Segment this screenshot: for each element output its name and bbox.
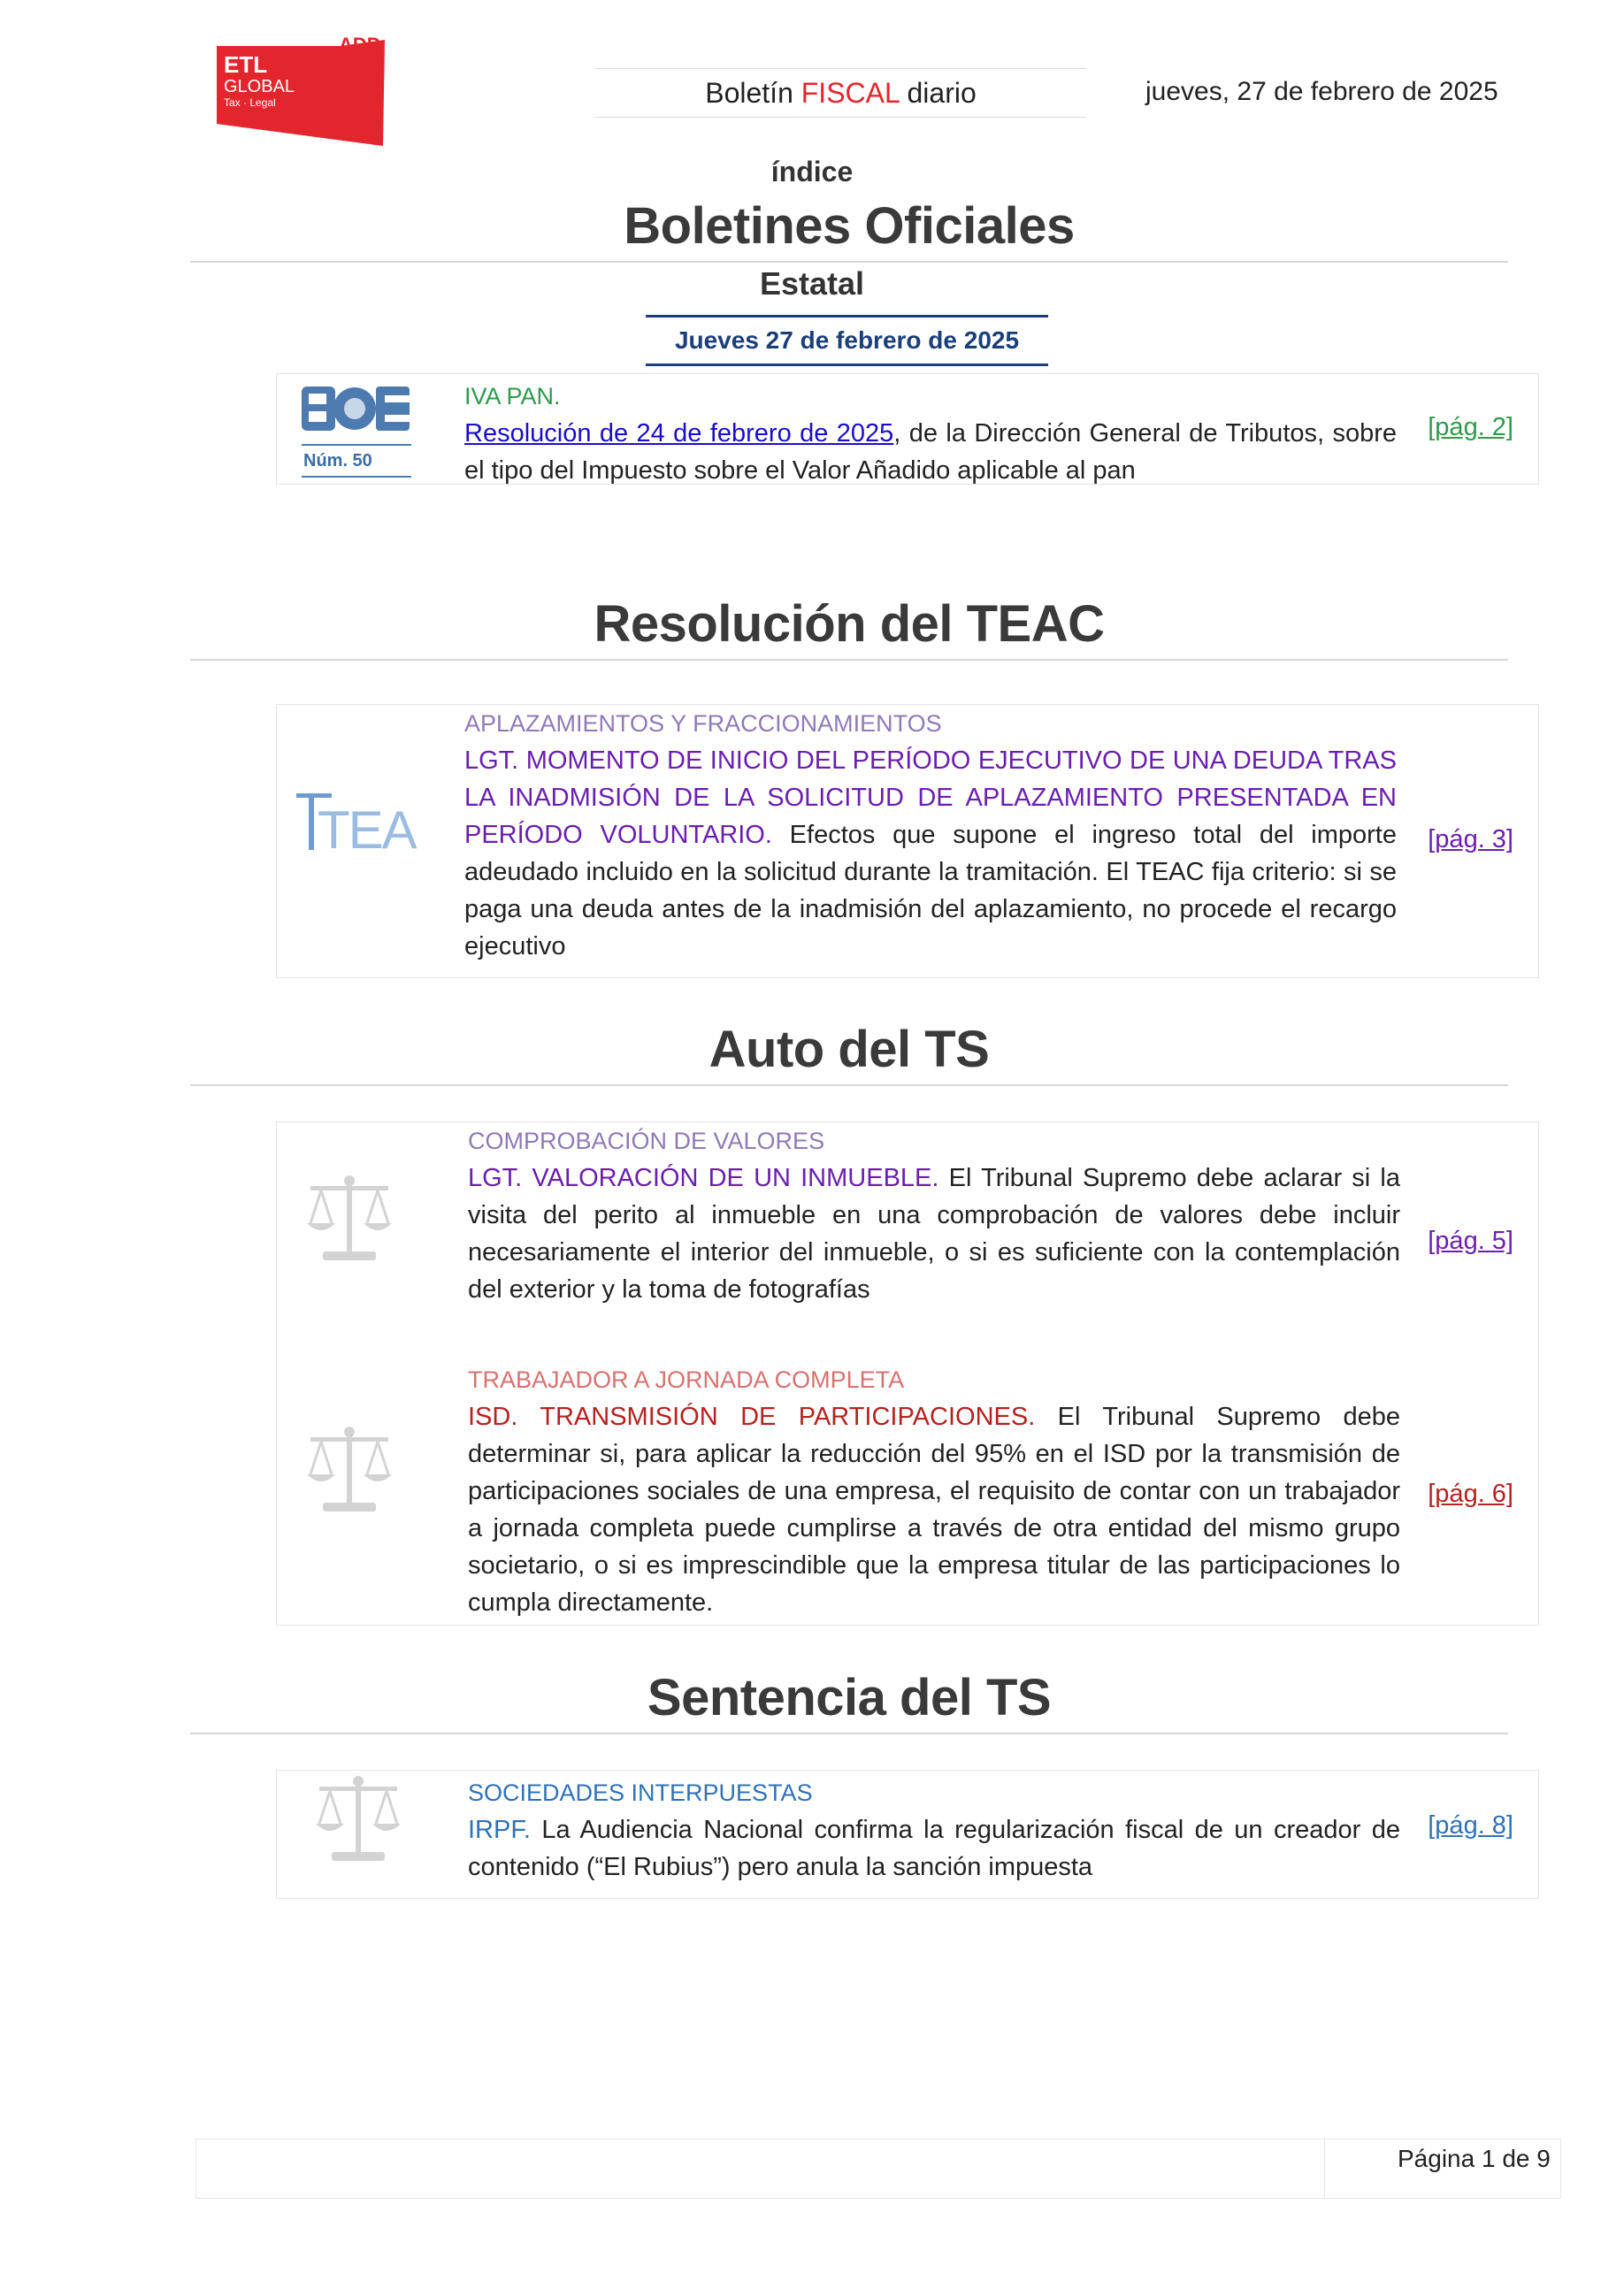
header-date: jueves, 27 de febrero de 2025 <box>1145 77 1498 106</box>
sentencia-ts-text: La Audiencia Nacional confirma la regularización fiscal de un creador de contenido (“El Rubius”) pero anula la sanción impuesta <box>468 1816 1400 1881</box>
estatal-subtitle: Estatal <box>759 265 865 302</box>
teac-entry-box <box>276 704 1539 978</box>
section-title-auto-ts: Auto del TS <box>190 1020 1508 1086</box>
svg-text:ETL: ETL <box>224 51 268 78</box>
sentencia-ts-entry <box>468 1774 1400 1886</box>
section-title-sentencia-ts: Sentencia del TS <box>190 1668 1508 1734</box>
scales-of-justice-icon <box>303 1425 395 1517</box>
auto-ts-entry-box <box>276 1121 1539 1626</box>
svg-text:Tax · Legal: Tax · Legal <box>224 96 276 109</box>
sentencia-ts-page-link[interactable]: [pág. 8] <box>1428 1811 1513 1840</box>
index-label: índice <box>770 156 854 188</box>
teac-headline: LGT. MOMENTO DE INICIO DEL PERÍODO EJECUTIVO DE UNA DEUDA TRAS LA INADMISIÓN DE LA SOLICITUD DE APLAZAMIENTO PRESENTADA EN PERÍODO VOLUNTARIO. <box>464 746 1397 849</box>
sentencia-ts-headline: IRPF. <box>468 1816 531 1844</box>
teac-page-link[interactable]: [pág. 3] <box>1428 825 1513 853</box>
svg-text:TEA: TEA <box>318 800 416 860</box>
title-highlight: FISCAL <box>801 77 900 109</box>
boe-icon <box>300 379 413 477</box>
auto-ts-tag-isd: TRABAJADOR A JORNADA COMPLETA <box>468 1366 905 1393</box>
teac-entry-text: Efectos que supone el ingreso total del importe adeudado incluido en la solicitud durante la tramitación. El TEAC fija criterio: si se paga una deuda antes de la inadmisión del aplazamiento, no procede el recargo ejecutivo <box>464 821 1397 960</box>
boe-tag: IVA PAN. <box>464 383 561 409</box>
title-suffix: diario <box>899 77 977 109</box>
svg-text:ADD: ADD <box>339 34 381 56</box>
etl-global-logo <box>217 35 385 146</box>
auto-ts-text-isd: El Tribunal Supremo debe determinar si, para aplicar la reducción del 95% en el ISD por la transmisión de participaciones sociales de una empresa, el requisito de contar con un trabajador a jornada completa puede cumplirse a través de otra entidad del mismo grupo societario, o si es imprescindible que la empresa titular de las participaciones lo cumpla directamente. <box>468 1403 1401 1617</box>
boe-entry <box>464 378 1397 489</box>
teac-tag: APLAZAMIENTOS Y FRACCIONAMIENTOS <box>464 710 942 737</box>
svg-text:GLOBAL: GLOBAL <box>224 77 295 96</box>
auto-ts-headline-valoracion: LGT. VALORACIÓN DE UN INMUEBLE. <box>468 1164 939 1192</box>
teac-entry <box>464 705 1397 965</box>
section-title-teac: Resolución del TEAC <box>190 594 1508 661</box>
footer-box <box>195 2139 1561 2199</box>
footer-divider <box>1324 2139 1325 2199</box>
section-title-boletines: Boletines Oficiales <box>190 196 1508 263</box>
boe-entry-text: , de la Dirección General de Tributos, sobre el tipo del Impuesto sobre el Valor Añadido aplicable al pan <box>464 419 1397 485</box>
tea-icon <box>296 793 416 860</box>
page-number: Página 1 de 9 <box>1398 2145 1551 2172</box>
boe-resolution-link[interactable]: Resolución de 24 de febrero de 2025 <box>464 419 894 448</box>
bulletin-title <box>595 68 1086 118</box>
date-banner: Jueves 27 de febrero de 2025 <box>646 315 1048 366</box>
svg-text:Núm. 50: Núm. 50 <box>303 451 372 471</box>
sentencia-ts-tag: SOCIEDADES INTERPUESTAS <box>468 1779 813 1806</box>
sentencia-ts-entry-box <box>276 1770 1539 1899</box>
auto-ts-entry-isd <box>468 1361 1400 1621</box>
auto-ts-headline-isd: ISD. TRANSMISIÓN DE PARTICIPACIONES. <box>468 1403 1036 1431</box>
auto-ts-text-valoracion: El Tribunal Supremo debe aclarar si la visita del perito al inmueble en una comprobación de valores debe incluir necesariamente el interior del inmueble, o si es suficiente con la contemplación del exterior y la toma de fotografías <box>468 1164 1400 1304</box>
auto-ts-entry-valoracion <box>468 1122 1400 1308</box>
auto-ts-page-link-isd[interactable]: [pág. 6] <box>1428 1480 1513 1508</box>
scales-of-justice-icon <box>312 1774 404 1866</box>
boe-page-link[interactable]: [pág. 2] <box>1428 413 1513 441</box>
auto-ts-tag-valoracion: COMPROBACIÓN DE VALORES <box>468 1128 825 1154</box>
title-prefix: Boletín <box>705 77 801 109</box>
boe-entry-box <box>276 373 1539 485</box>
scales-of-justice-icon <box>303 1174 395 1266</box>
auto-ts-page-link-valoracion[interactable]: [pág. 5] <box>1428 1227 1513 1255</box>
